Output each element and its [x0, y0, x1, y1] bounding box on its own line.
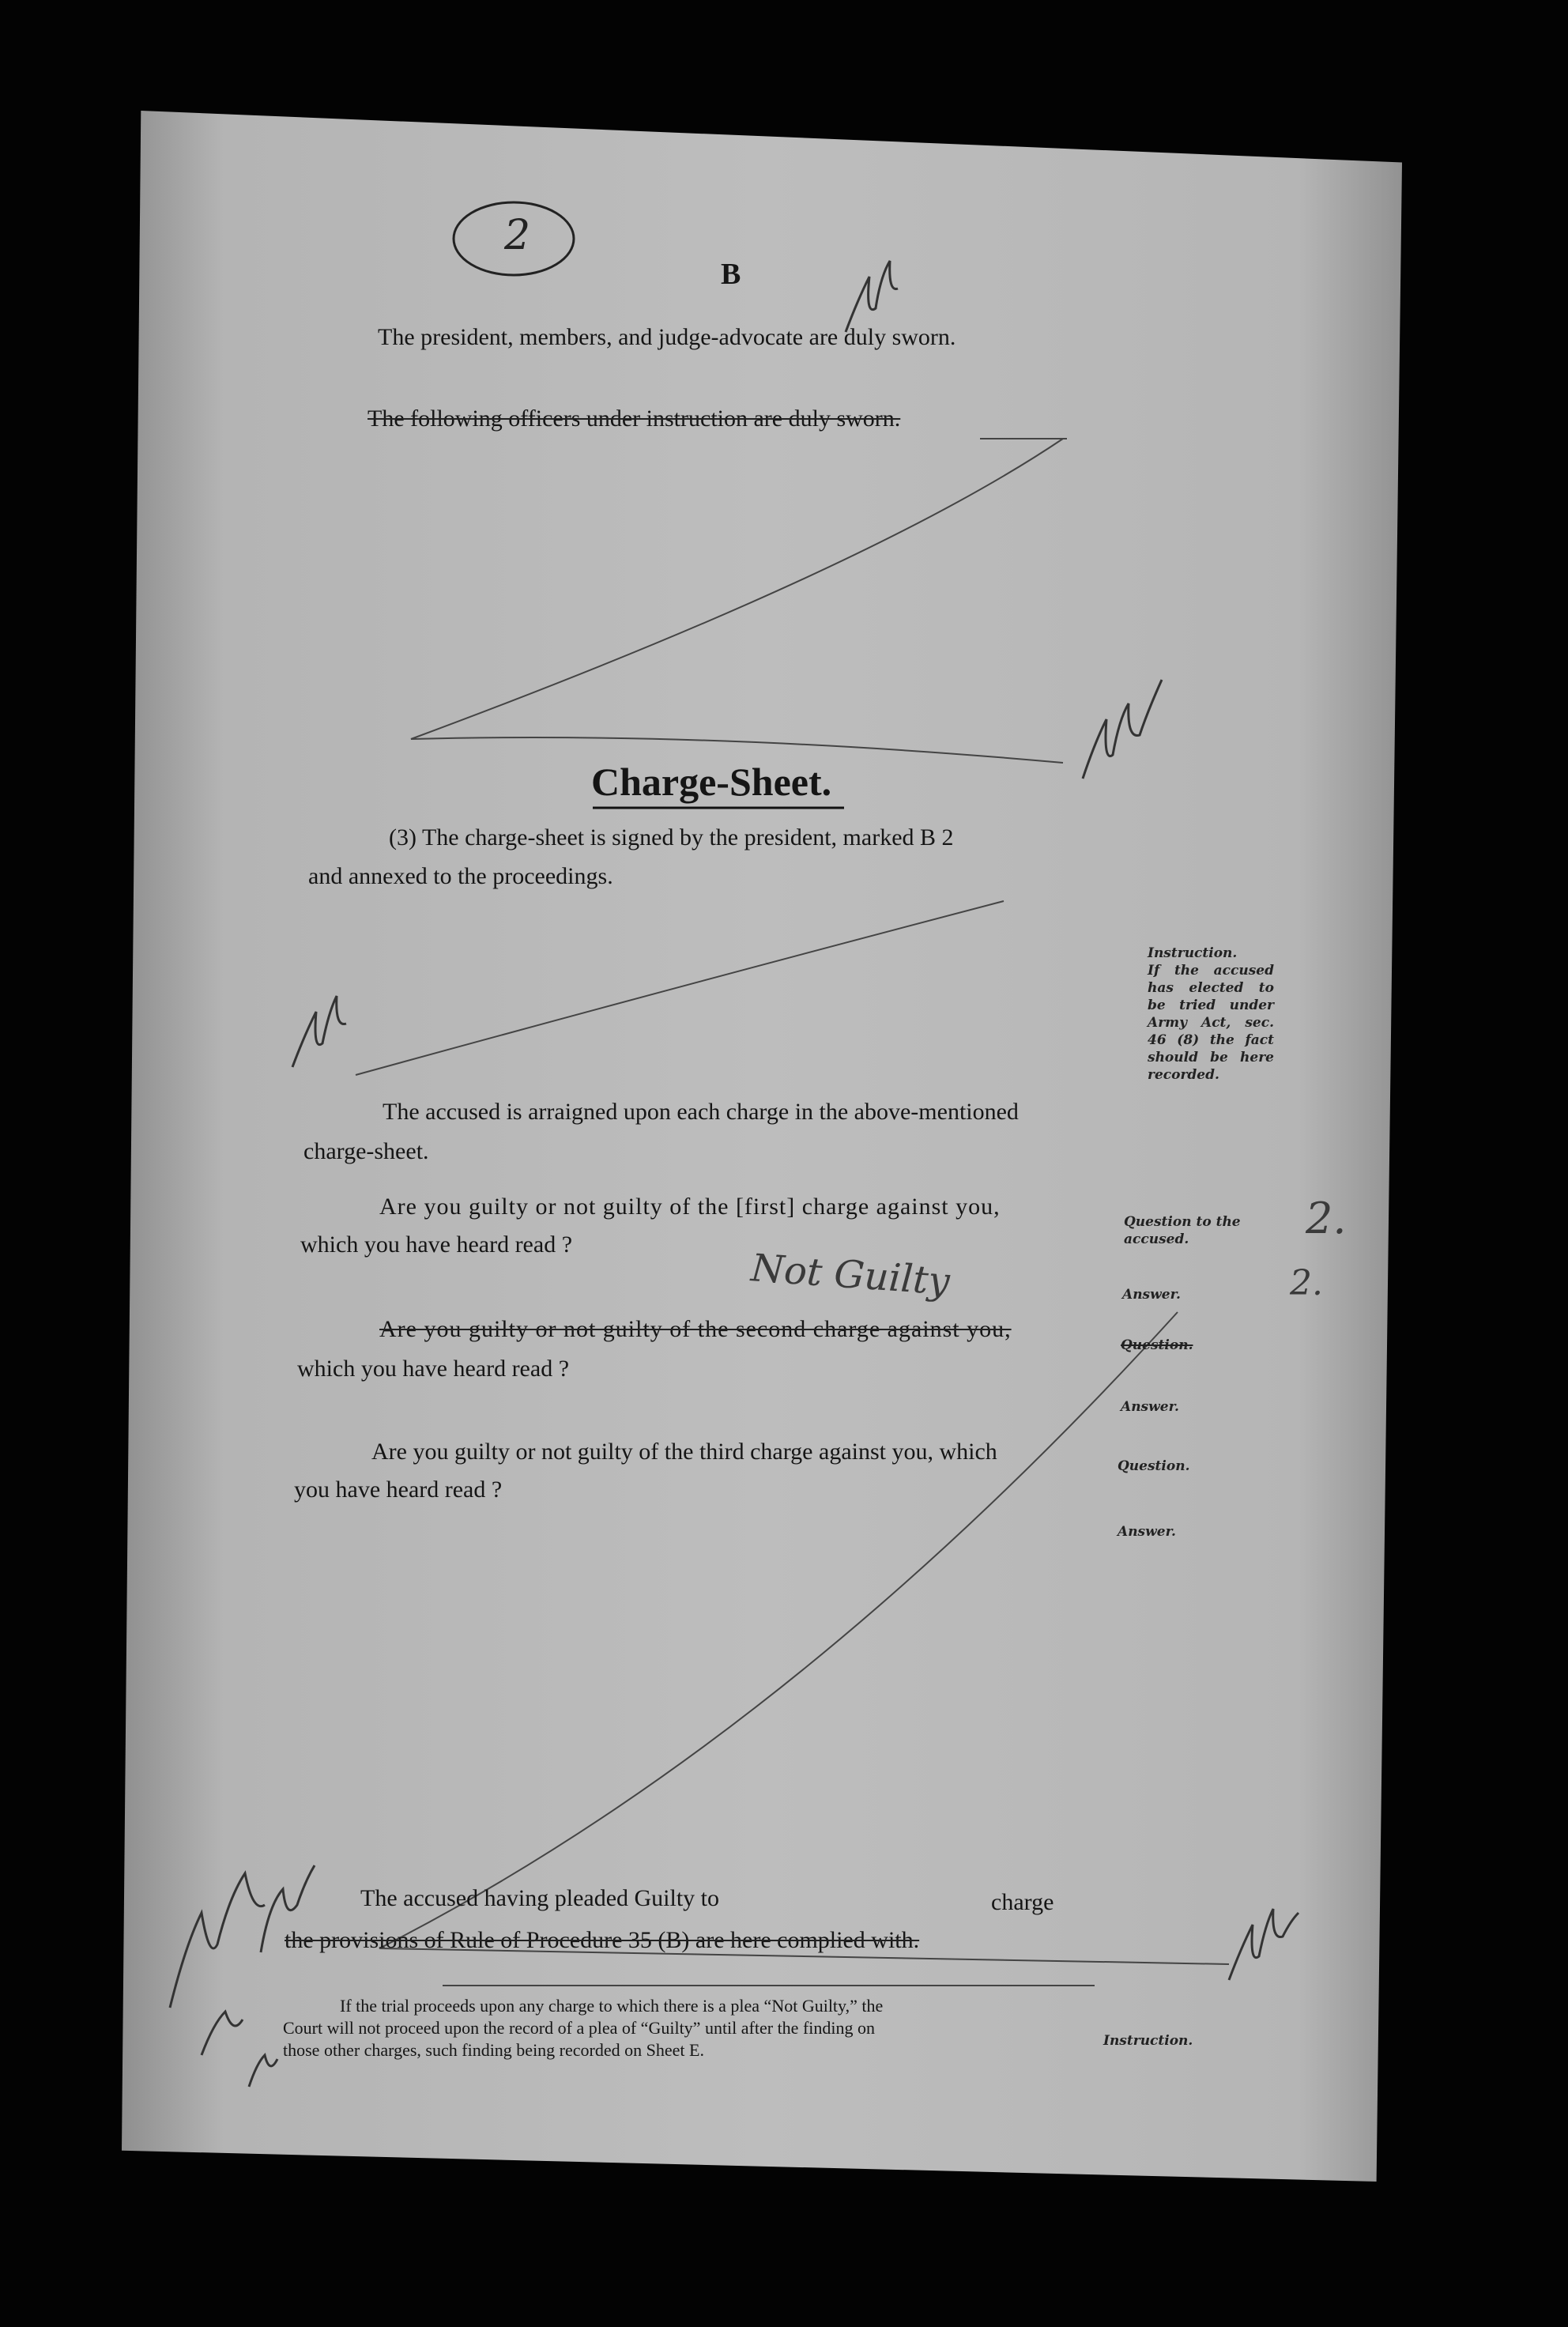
- arraign-line1: The accused is arraigned upon each charge in the above-mentioned: [383, 1099, 1019, 1125]
- footnote-margin: Instruction.: [1103, 2033, 1193, 2049]
- sheet-mark: B: [721, 258, 741, 291]
- circled-number: 2: [504, 212, 531, 259]
- pleaded-line1b: charge: [991, 1889, 1054, 1915]
- instruction-box: [1148, 945, 1274, 1084]
- pleaded-line2: the provisions of Rule of Procedure 35 (B) are here complied with.: [285, 1927, 920, 1953]
- question1-line1: Are you guilty or not guilty of the [first] charge against you,: [379, 1194, 1001, 1220]
- question1-line2: which you have heard read ?: [300, 1231, 573, 1258]
- pleaded-line1a: The accused having pleaded Guilty to: [360, 1885, 720, 1911]
- question3-line1: Are you guilty or not guilty of the third charge against you, which: [371, 1439, 997, 1465]
- question3-line2: you have heard read ?: [294, 1477, 503, 1503]
- right-margin-number-2: 2.: [1290, 1263, 1323, 1303]
- question3-margin: Question.: [1118, 1458, 1190, 1474]
- instruction-heading: Instruction.: [1148, 945, 1238, 961]
- arraign-line2: charge-sheet.: [303, 1138, 429, 1164]
- item3-line1: (3) The charge-sheet is signed by the president, marked B 2: [389, 824, 954, 850]
- question2-margin: Question.: [1121, 1337, 1193, 1353]
- right-margin-number-1: 2.: [1306, 1194, 1347, 1243]
- answer1-label: Answer.: [1122, 1287, 1181, 1303]
- page-title: Charge-Sheet.: [591, 760, 832, 804]
- question1-margin: Question to the accused.: [1124, 1214, 1241, 1247]
- sworn-line: [378, 324, 956, 351]
- answer2-label: Answer.: [1121, 1399, 1179, 1415]
- question2-line1: Are you guilty or not guilty of the second charge against you,: [379, 1316, 1012, 1342]
- officers-line: The following officers under instruction are duly sworn.: [368, 405, 901, 432]
- sworn-line-text: The president, members, and judge-advocate are duly sworn.: [378, 324, 956, 350]
- instruction-text: If the accused has elected to be tried under Army Act, sec. 46 (8) the fact should be here recorded.: [1148, 963, 1274, 1083]
- question2-line2: which you have heard read ?: [297, 1356, 570, 1382]
- footnote-line1: If the trial proceeds upon any charge to which there is a plea “Not Guilty,” the: [340, 1996, 884, 2016]
- footnote-line3: those other charges, such finding being recorded on Sheet E.: [283, 2040, 704, 2060]
- answer1-handwritten: Not Guilty: [749, 1246, 952, 1304]
- footnote-line2: Court will not proceed upon the record of a plea of “Guilty” until after the finding on: [283, 2018, 875, 2038]
- answer3-label: Answer.: [1118, 1524, 1176, 1540]
- item3-line2: and annexed to the proceedings.: [308, 863, 613, 889]
